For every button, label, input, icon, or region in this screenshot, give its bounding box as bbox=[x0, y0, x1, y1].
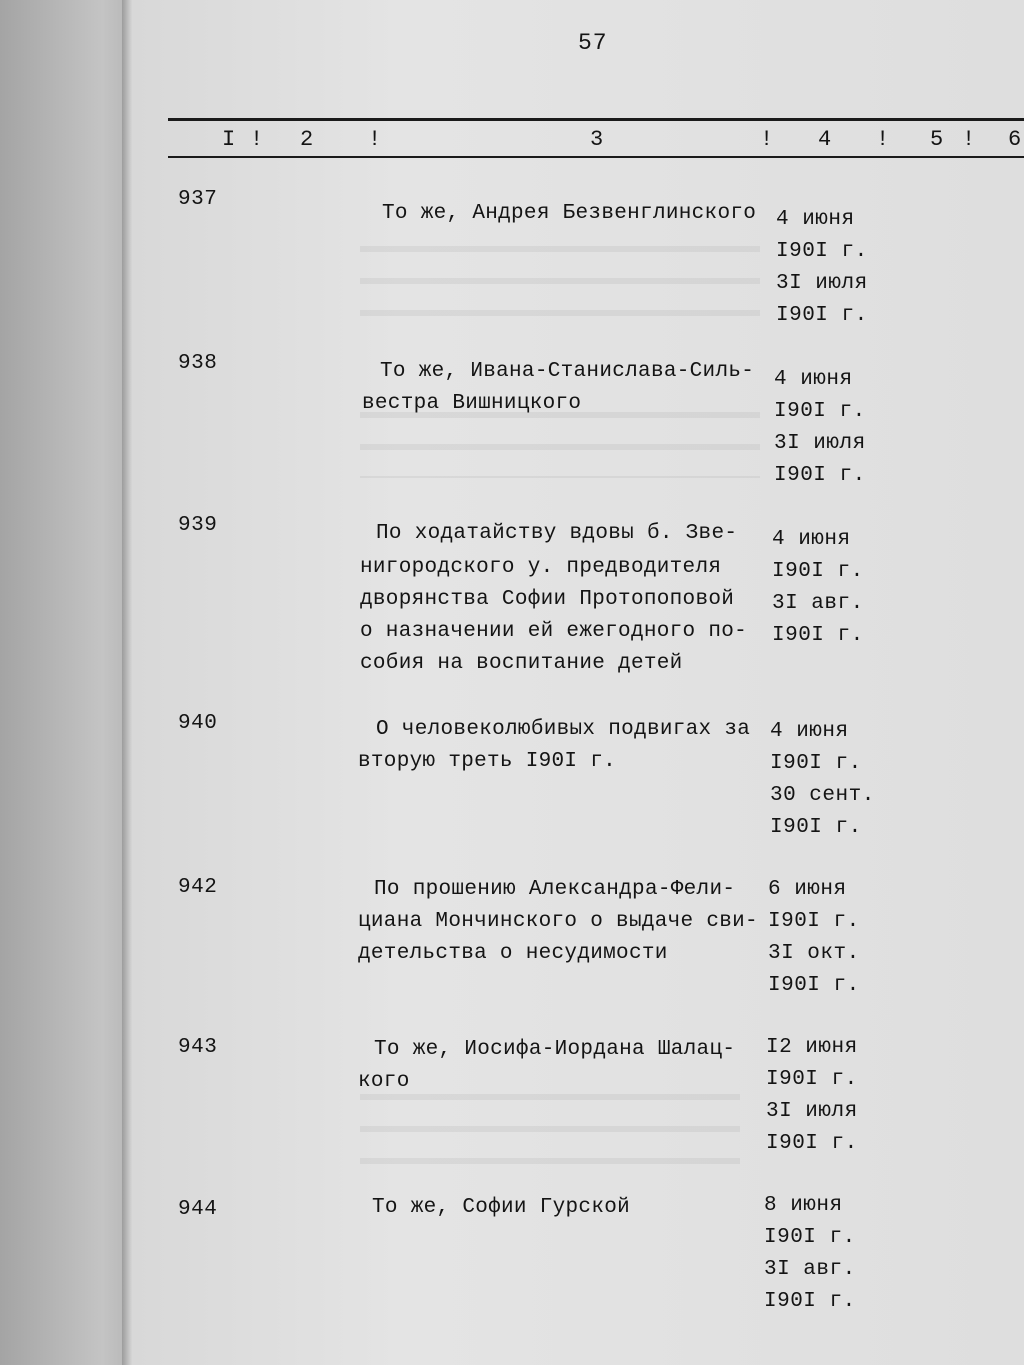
column-header-5: 5 bbox=[930, 127, 944, 152]
entry-date-start-year: I90I г. bbox=[766, 1068, 858, 1091]
entry-date-end-year: I90I г. bbox=[776, 304, 868, 327]
entry-number: 940 bbox=[178, 712, 218, 735]
entry-date-end: 3I июля bbox=[766, 1100, 858, 1123]
bleed-through-block bbox=[360, 1080, 740, 1190]
column-separator: ! bbox=[250, 127, 264, 152]
entry-date-start-year: I90I г. bbox=[768, 910, 860, 933]
entry-date-end: 3I авг. bbox=[772, 592, 864, 615]
entry-date-end-year: I90I г. bbox=[766, 1132, 858, 1155]
entry-date-start-year: I90I г. bbox=[770, 752, 862, 775]
entry-date-start-year: I90I г. bbox=[764, 1226, 856, 1249]
entry-date-end: 30 сент. bbox=[770, 784, 875, 807]
entry-number: 943 bbox=[178, 1036, 218, 1059]
column-header-3: 3 bbox=[590, 127, 604, 152]
bleed-through-block bbox=[360, 232, 760, 332]
entry-number: 942 bbox=[178, 876, 218, 899]
facing-page-edge bbox=[0, 0, 128, 1365]
entry-date-start-year: I90I г. bbox=[774, 400, 866, 423]
page-number: 57 bbox=[578, 30, 608, 56]
column-separator: ! bbox=[368, 127, 382, 152]
entry-description-line: То же, Иосифа-Иордана Шалац- bbox=[374, 1038, 736, 1061]
entry-description-line: вестра Вишницкого bbox=[362, 392, 582, 415]
entry-date-start: 4 июня bbox=[772, 528, 851, 551]
entry-date-start: 6 июня bbox=[768, 878, 847, 901]
entry-description-line: детельства о несудимости bbox=[358, 942, 668, 965]
entry-description-line: кого bbox=[358, 1070, 410, 1093]
page-fold bbox=[122, 0, 132, 1365]
entry-date-end: 3I июля bbox=[774, 432, 866, 455]
entry-date-end-year: I90I г. bbox=[770, 816, 862, 839]
entry-date-start: 4 июня bbox=[776, 208, 855, 231]
entry-description-line: нигородского у. предводителя bbox=[360, 556, 722, 579]
entry-number: 937 bbox=[178, 188, 218, 211]
entry-description-line: То же, Ивана-Станислава-Силь- bbox=[380, 360, 755, 383]
column-header-2: 2 bbox=[300, 127, 314, 152]
entry-date-end: 3I авг. bbox=[764, 1258, 856, 1281]
entry-date-end-year: I90I г. bbox=[774, 464, 866, 487]
entry-description-line: По прошению Александра-Фели- bbox=[374, 878, 736, 901]
header-top-rule bbox=[168, 118, 1024, 121]
entry-description-line: вторую треть I90I г. bbox=[358, 750, 617, 773]
column-header-1: I bbox=[222, 127, 236, 152]
entry-date-end-year: I90I г. bbox=[764, 1290, 856, 1313]
entry-description-line: По ходатайству вдовы б. Зве- bbox=[376, 522, 738, 545]
entry-date-end-year: I90I г. bbox=[768, 974, 860, 997]
column-header-4: 4 bbox=[818, 127, 832, 152]
column-header-6: 6 bbox=[1008, 127, 1022, 152]
entry-number: 938 bbox=[178, 352, 218, 375]
entry-date-start-year: I90I г. bbox=[772, 560, 864, 583]
column-separator: ! bbox=[876, 127, 890, 152]
entry-date-end-year: I90I г. bbox=[772, 624, 864, 647]
entry-description-line: О человеколюбивых подвигах за bbox=[376, 718, 751, 741]
entry-description-line: То же, Софии Гурской bbox=[372, 1196, 631, 1219]
header-bottom-rule bbox=[168, 156, 1024, 158]
entry-description-line: собия на воспитание детей bbox=[360, 652, 683, 675]
entry-date-start: 8 июня bbox=[764, 1194, 843, 1217]
entry-date-start-year: I90I г. bbox=[776, 240, 868, 263]
entry-description-line: циана Мончинского о выдаче сви- bbox=[358, 910, 758, 933]
entry-description-line: То же, Андрея Безвенглинского bbox=[382, 202, 757, 225]
entry-description-line: дворянства Софии Протопоповой bbox=[360, 588, 735, 611]
column-separator: ! bbox=[962, 127, 976, 152]
column-separator: ! bbox=[760, 127, 774, 152]
entry-description-line: о назначении ей ежегодного по- bbox=[360, 620, 748, 643]
entry-date-end: 3I июля bbox=[776, 272, 868, 295]
entry-date-start: 4 июня bbox=[770, 720, 849, 743]
entry-date-start: I2 июня bbox=[766, 1036, 858, 1059]
entry-number: 944 bbox=[178, 1198, 218, 1221]
entry-number: 939 bbox=[178, 514, 218, 537]
entry-date-end: 3I окт. bbox=[768, 942, 860, 965]
entry-date-start: 4 июня bbox=[774, 368, 853, 391]
